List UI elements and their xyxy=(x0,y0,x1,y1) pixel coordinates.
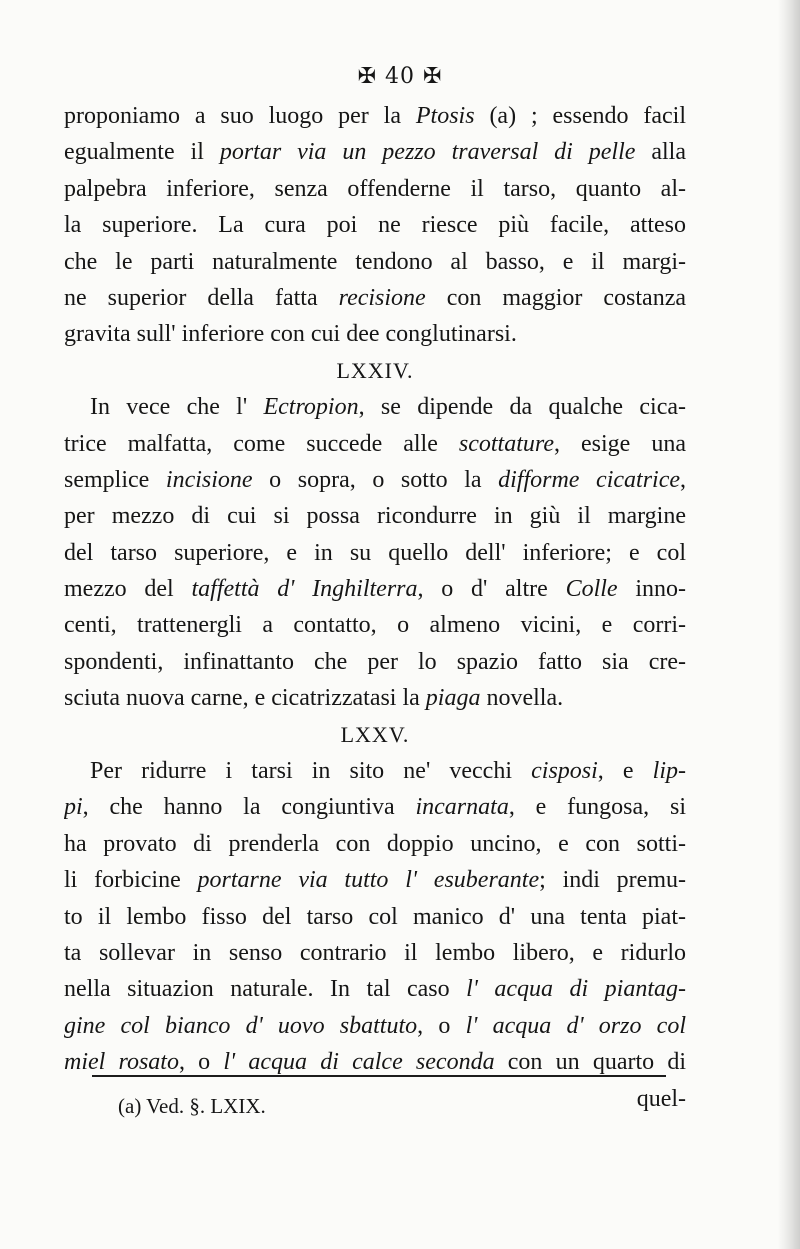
italic-text: lip- xyxy=(652,758,686,785)
text-line xyxy=(64,280,686,316)
line-text: Per ridurre i tarsi in sito ne' vecchi xyxy=(90,758,532,785)
text-line xyxy=(64,98,686,134)
line-text: , o d' altre xyxy=(417,576,566,603)
line-text: trice malfatta, come succede alle xyxy=(64,430,459,457)
line-text: la superiore. La cura poi ne riesce più facile, atteso xyxy=(64,212,686,239)
text-line xyxy=(64,789,686,825)
text-line xyxy=(64,571,686,607)
text-line xyxy=(64,607,686,643)
line-text: to il lembo fisso del tarso col manico d' una tenta piat- xyxy=(64,903,686,930)
italic-text: cisposi xyxy=(531,758,598,785)
line-text: , e fungosa, si xyxy=(508,794,686,821)
page-body xyxy=(64,98,686,1117)
line-text: , esige una xyxy=(554,430,686,457)
line-text: ta sollevar in senso contrario il lembo libero, e ridurlo xyxy=(64,939,686,966)
text-line xyxy=(64,207,686,243)
italic-text: piaga xyxy=(425,685,481,712)
page-number: 40 xyxy=(385,64,415,89)
text-line xyxy=(64,535,686,571)
line-text: ne superior della fatta xyxy=(64,284,339,311)
line-text: egualmente il xyxy=(64,139,220,166)
text-line xyxy=(64,134,686,170)
line-text: (a) ; essendo facil xyxy=(474,103,686,129)
text-line xyxy=(64,899,686,935)
italic-text: difforme cicatrice xyxy=(498,466,681,493)
line-text: che le parti naturalmente tendono al basso, e il margi- xyxy=(64,248,686,275)
italic-text: l' acqua di piantag- xyxy=(466,976,686,1003)
italic-text: l' acqua d' orzo col xyxy=(465,1012,686,1039)
line-text: palpebra inferiore, senza offenderne il tarso, quanto al- xyxy=(64,175,686,202)
page-edge-shadow xyxy=(778,0,800,1249)
italic-text: Ectropion xyxy=(263,394,359,421)
line-text: alla xyxy=(635,139,686,166)
line-text: centi, trattenergli a contatto, o almeno vicini, e corri- xyxy=(64,612,686,639)
italic-text: portar via un pezzo traversal di pelle xyxy=(219,139,636,166)
italic-text: Colle xyxy=(565,576,618,603)
line-text: per mezzo di cui si possa ricondurre in giù il margine xyxy=(64,503,686,530)
line-text: con un quarto di xyxy=(494,1049,686,1076)
text-line xyxy=(64,680,686,716)
paragraph-lxxiv xyxy=(64,389,686,717)
italic-text: taffettà d' Inghilterra xyxy=(191,576,418,603)
italic-text: pi xyxy=(64,794,83,821)
line-text: ha provato di prenderla con doppio uncino, e con sotti- xyxy=(64,830,686,857)
line-text: , e xyxy=(597,758,653,785)
line-text: nella situazion naturale. In tal caso xyxy=(64,976,467,1003)
text-line xyxy=(64,462,686,498)
italic-text: l' acqua di calce seconda xyxy=(223,1049,495,1076)
italic-text: miel rosato xyxy=(64,1049,179,1076)
italic-text: scottature xyxy=(458,430,554,457)
italic-text: Ptosis xyxy=(415,103,475,129)
line-text: inno- xyxy=(617,576,686,603)
line-text: , se dipende da qualche cica- xyxy=(358,394,686,421)
text-line xyxy=(64,1008,686,1044)
line-text: , o xyxy=(417,1012,466,1039)
italic-text: incarnata xyxy=(415,794,509,821)
line-text: con maggior costanza xyxy=(425,284,686,311)
line-text: spondenti, infinattanto che per lo spazio fatto sia cre- xyxy=(64,648,686,675)
footnote: (a) Ved. §. LXIX. xyxy=(118,1094,266,1118)
page-header xyxy=(0,64,800,89)
text-line xyxy=(64,171,686,207)
section-heading-lxxiv: LXXIV. xyxy=(336,357,414,383)
section-heading-lxxv: LXXV. xyxy=(340,721,410,747)
line-text: ; indi premu- xyxy=(539,867,686,894)
line-text: li forbicine xyxy=(64,867,198,894)
text-line xyxy=(64,753,686,789)
italic-text: recisione xyxy=(338,284,426,311)
line-text: sciuta nuova carne, e cicatrizzatasi la xyxy=(64,685,426,712)
line-text: , xyxy=(680,466,686,493)
line-text: In vece che l' xyxy=(90,394,264,421)
text-line xyxy=(64,862,686,898)
header-ornament-right: ✠ xyxy=(423,64,443,89)
line-text: del tarso superiore, e in su quello dell' inferiore; e col xyxy=(64,539,686,566)
text-line xyxy=(64,826,686,862)
text-line xyxy=(64,426,686,462)
text-line xyxy=(64,935,686,971)
text-line xyxy=(64,244,686,280)
line-text: novella. xyxy=(480,685,564,712)
text-line xyxy=(64,971,686,1007)
text-line xyxy=(64,644,686,680)
line-text: gravita sull' inferiore con cui dee conglutinarsi. xyxy=(64,321,517,348)
italic-text: incisione xyxy=(165,466,253,493)
line-text: o sopra, o sotto la xyxy=(252,466,499,493)
text-line xyxy=(64,316,686,352)
line-text: , che hanno la congiuntiva xyxy=(82,794,416,821)
catchword: quel- xyxy=(636,1085,686,1112)
italic-text: portarne via tutto l' esuberante xyxy=(197,867,540,894)
line-text: semplice xyxy=(64,466,166,493)
line-text: , o xyxy=(178,1049,224,1076)
text-line xyxy=(64,389,686,425)
intro-paragraph xyxy=(64,98,686,353)
header-ornament-left: ✠ xyxy=(357,64,377,89)
text-line xyxy=(64,498,686,534)
footnote-rule xyxy=(92,1075,666,1077)
paragraph-lxxv xyxy=(64,753,686,1081)
line-text: mezzo del xyxy=(64,576,192,603)
italic-text: gine col bianco d' uovo sbattuto xyxy=(64,1012,418,1039)
line-text: proponiamo a suo luogo per la xyxy=(64,103,416,129)
